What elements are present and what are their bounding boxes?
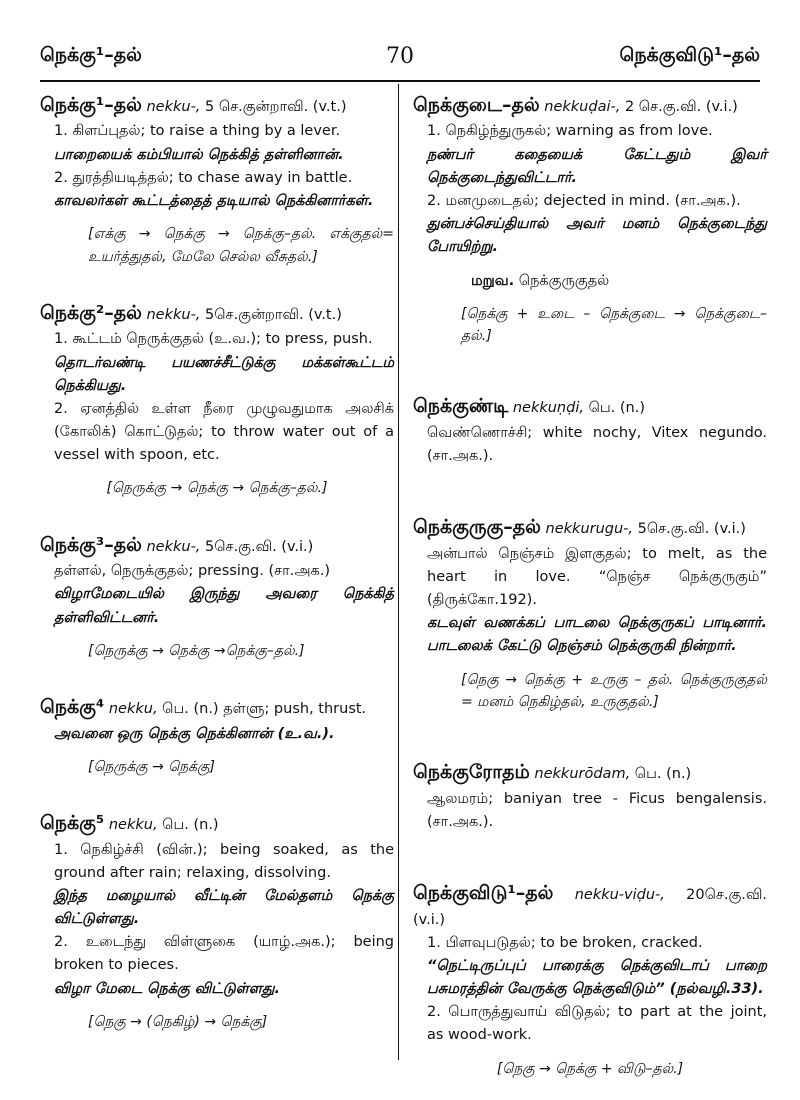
etymology: [நெருக்கு → நெக்கு] [88, 758, 215, 775]
example-line: தொடர்வண்டி பயணச்சீட்டுக்கு மக்கள்கூட்டம் நெக்கியது. [54, 354, 394, 394]
transliteration: nekkurugu-, [545, 521, 634, 538]
definition-line: 2. உடைந்து விள்ளுகை (யாழ்.அக.); being broken to pieces. [54, 934, 394, 974]
headword: நெக்கு¹–தல் [40, 94, 142, 116]
definition-line: 2. பொருத்துவாய் விடுதல்; to part at the joint, as wood-work. [427, 1004, 767, 1044]
dictionary-entry [40, 90, 394, 268]
transliteration: nekkuṇḍi, [512, 400, 584, 417]
dictionary-entry [40, 298, 394, 500]
definition-line: 1. பிளவுபடுதல்; to be broken, cracked. [427, 934, 703, 951]
headword: நெக்குருகு–தல் [413, 516, 541, 539]
headword: நெக்குண்டி [413, 395, 509, 418]
transliteration: nekku, [108, 701, 158, 718]
dictionary-entry [40, 692, 394, 778]
definition-line: 1. நெகிழ்ச்சி (வின்.); being soaked, as the ground after rain; relaxing, dissolving. [54, 841, 394, 881]
definition-line: 1. கிளப்புதல்; to raise a thing by a lever. [54, 123, 341, 140]
etymology: [நெக்கு + உடை – நெக்குடை → நெக்குடை–தல்.] [461, 305, 767, 345]
example-line: விழா மேடை நெக்கு விட்டுள்ளது. [54, 980, 281, 997]
dictionary-entry [40, 530, 394, 662]
headword: நெக்குரோதம் [413, 761, 530, 784]
headword: நெக்குடை–தல் [413, 94, 540, 116]
transliteration: nekku-, [146, 99, 201, 115]
grammar-label: 5செ.கு.வி. (v.i.) [637, 521, 746, 538]
etymology: [நெகு → நெக்கு + விடு–தல்.] [496, 1060, 684, 1077]
related-label: மறுவ. [471, 272, 515, 289]
definition-line: 2. துரத்தியடித்தல்; to chase away in battle. [54, 169, 353, 186]
grammar-label: பெ. (n.) [162, 701, 219, 718]
definition-line: வெண்ணொச்சி; white nochy, Vitex negundo. (சா.அக.). [427, 424, 767, 465]
dictionary-entry [40, 808, 394, 1033]
definition-line: 1. நெகிழ்ந்துருகல்; warning as from love. [427, 123, 713, 140]
header-right-guideword: நெக்குவிடு¹–தல் [619, 44, 760, 66]
page-header [40, 44, 760, 84]
example-line: நண்பர் கதையைக் கேட்டதும் இவர் நெக்குடைந்துவிட்டார். [427, 146, 767, 186]
transliteration: nekkuḍai-, [544, 99, 621, 115]
right-column [413, 90, 767, 1080]
transliteration: nekku, [108, 817, 158, 834]
transliteration: nekku-, [146, 538, 201, 555]
header-left-guideword: நெக்கு¹–தல் [40, 44, 142, 66]
transliteration: nekkurōdam, [534, 766, 631, 783]
definition-line: அன்பால் நெஞ்சம் இளகுதல்; to melt, as the heart in love. “நெஞ்ச நெக்குருகும்” (திருக்கோ.192). [427, 545, 767, 609]
grammar-label: 2 செ.கு.வி. (v.i.) [624, 99, 738, 115]
etymology: [நெகு → (நெகிழ்) → நெக்கு] [88, 1013, 268, 1030]
grammar-label: பெ. (n.) [162, 817, 219, 834]
example-line: இந்த மழையால் வீட்டின் மேல்தளம் நெக்கு விட்டுள்ளது. [54, 887, 394, 928]
dictionary-entry [413, 757, 767, 834]
example-line: கடவுள் வணக்கப் பாடலை நெக்குருகப் பாடினார். பாடலைக் கேட்டு நெஞ்சம் நெக்குருகி நின்றார். [427, 615, 767, 655]
definition-line: தள்ளல், நெருக்குதல்; pressing. (சா.அக.) [54, 563, 330, 580]
transliteration: nekku-viḍu-, [574, 887, 665, 904]
definition-line: 1. கூட்டம் நெருக்குதல் (உ.வ.); to press, push. [54, 331, 373, 348]
headword: நெக்கு⁵ [40, 812, 105, 835]
example-line: விழாமேடையில் இருந்து அவரை நெக்கித் தள்ளிவிட்டனர். [54, 586, 394, 626]
left-column [40, 90, 394, 1033]
headword: நெக்கு²–தல் [40, 301, 142, 324]
grammar-label: பெ. (n.) [634, 766, 692, 783]
related-value: நெக்குருகுதல் [518, 272, 610, 289]
grammar-label: 20செ.கு.வி. (v.i.) [413, 887, 768, 928]
grammar-label: 5செ.கு.வி. (v.i.) [205, 538, 314, 555]
dictionary-entry [413, 512, 767, 713]
definition-line: தள்ளு; push, thrust. [223, 701, 367, 718]
etymology: [எக்கு → நெக்கு → நெக்கு–தல். எக்குதல்= உயர்த்துதல், மேலே செல்ல வீசுதல்.] [88, 226, 394, 265]
dictionary-entry [413, 90, 767, 347]
page-number: 70 [386, 44, 414, 69]
example-line: பாறையைக் கம்பியால் நெக்கித் தள்ளினான். [54, 146, 344, 163]
grammar-label: பெ. (n.) [588, 400, 645, 417]
headword: நெக்கு⁴ [40, 696, 105, 719]
quotation-line: “நெட்டிருப்புப் பாரைக்கு நெக்குவிடாப் பாறை பசுமரத்தின் வேருக்கு நெக்குவிடும்” (நல்வழி.33). [427, 957, 767, 998]
headword: நெக்குவிடு¹–தல் [413, 882, 554, 905]
example-line: அவனை ஒரு நெக்கு நெக்கினான் (உ.வ.). [54, 725, 335, 742]
etymology: [நெருக்கு → நெக்கு →நெக்கு–தல்.] [88, 642, 305, 659]
transliteration: nekku-, [146, 306, 201, 323]
definition-line: 2. மனமுடைதல்; dejected in mind. (சா.அக.). [427, 192, 741, 209]
grammar-label: 5செ.குன்றாவி. (v.t.) [205, 306, 342, 323]
dictionary-entry [413, 391, 767, 468]
headword: நெக்கு³–தல் [40, 533, 142, 556]
etymology: [நெகு → நெக்கு + உருகு – தல். நெக்குருகுதல் = மனம் நெகிழ்தல், உருகுதல்.] [461, 671, 767, 710]
column-divider [398, 84, 399, 1060]
definition-line: ஆலமரம்; baniyan tree - Ficus bengalensis. (சா.அக.). [427, 790, 767, 830]
definition-line: 2. ஏனத்தில் உள்ள நீரை முழுவதுமாக அலசிக் (கோலிக்) கொட்டுதல்; to throw water out of a vessel with spoon, etc. [54, 400, 394, 464]
etymology: [நெருக்கு → நெக்கு → நெக்கு–தல்.] [106, 480, 328, 497]
related-form [471, 270, 767, 293]
header-rule [40, 80, 760, 82]
example-line: காவலர்கள் கூட்டத்தைத் தடியால் நெக்கினார்கள். [54, 192, 374, 209]
dictionary-entry [413, 878, 767, 1080]
grammar-label: 5 செ.குன்றாவி. (v.t.) [205, 99, 347, 115]
example-line: துன்பச்செய்தியால் அவர் மனம் நெக்குடைந்து போயிற்று. [427, 216, 767, 256]
